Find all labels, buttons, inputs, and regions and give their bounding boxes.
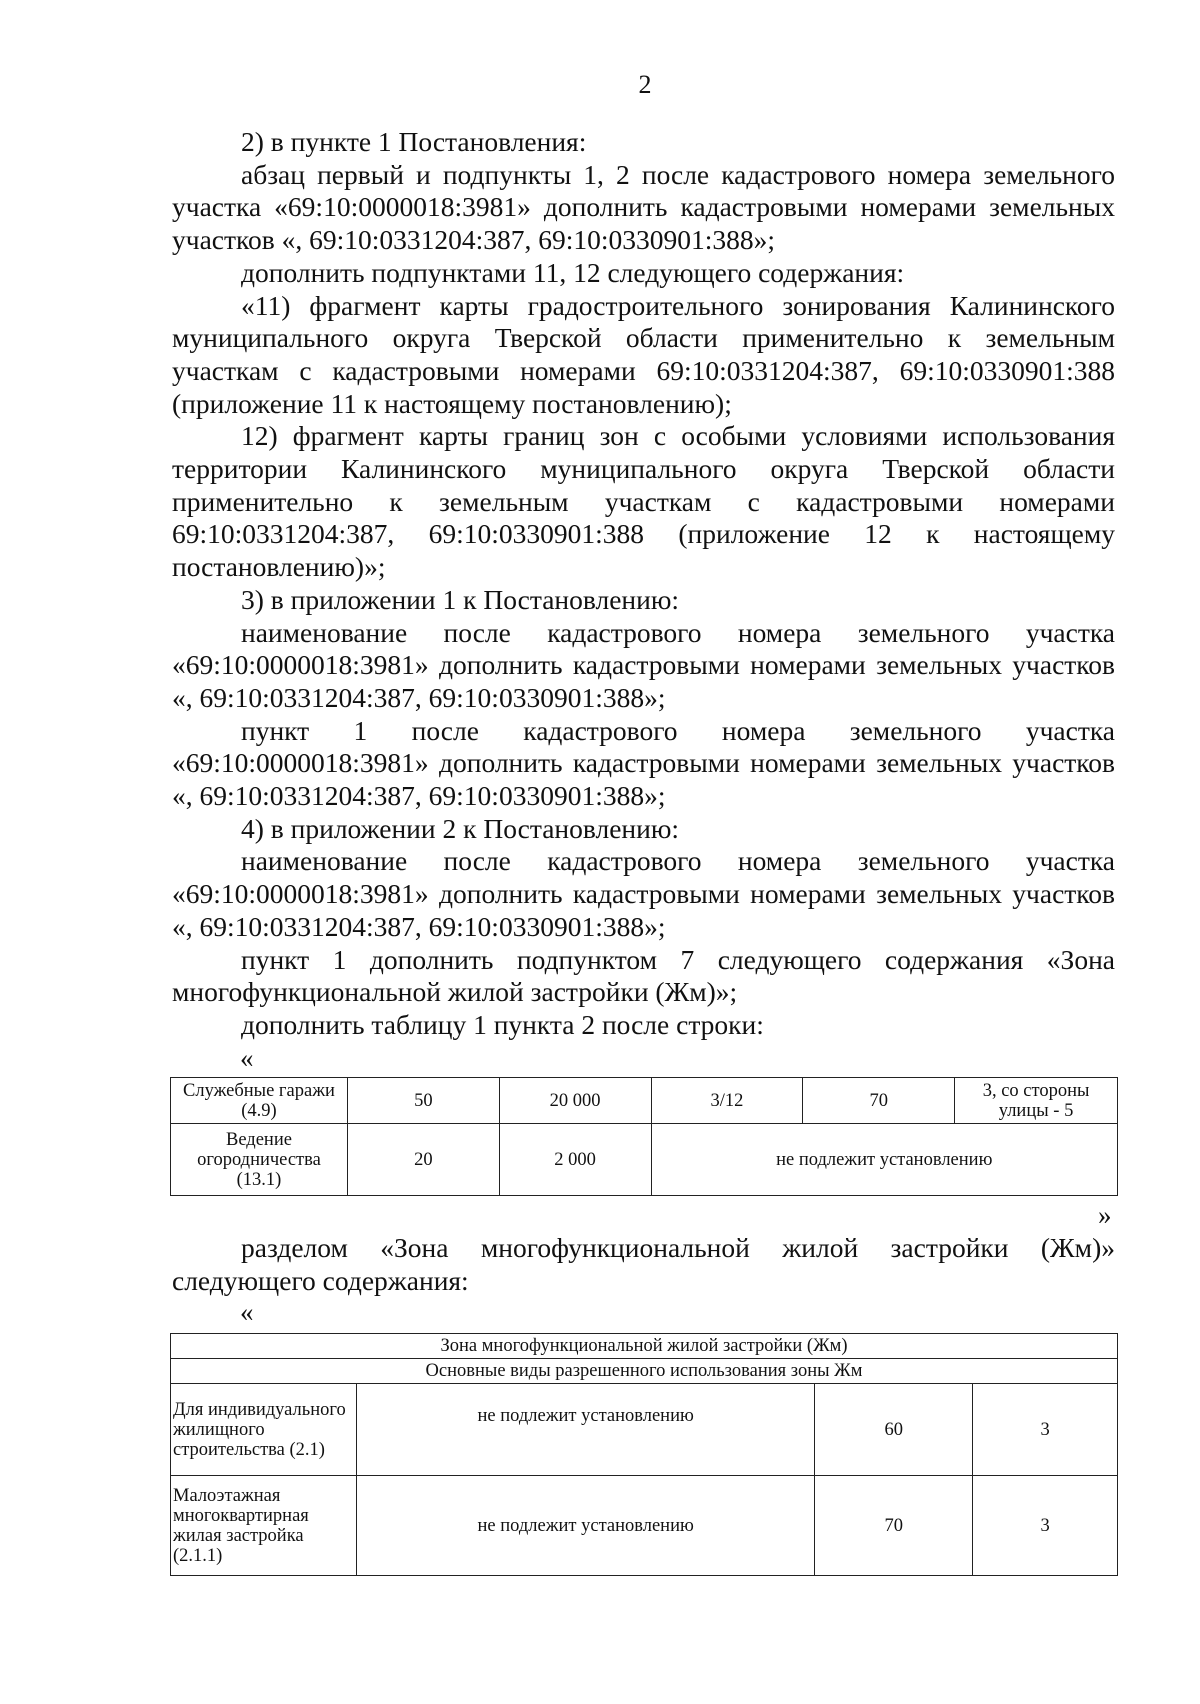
table-subtitle: Основные виды разрешенного использования зоны Жм bbox=[171, 1359, 1118, 1384]
table-cell: 20 bbox=[347, 1124, 499, 1196]
open-quote-1: « bbox=[240, 1043, 254, 1073]
table-cell: 3/12 bbox=[651, 1078, 803, 1124]
paragraph: наименование после кадастрового номера земельного участка «69:10:0000018:3981» дополнить кадастровыми номерами земельных участков «, 69:10:0331204:387, 69:10:0330901:388»; bbox=[172, 616, 1115, 713]
table-row bbox=[171, 1124, 1118, 1196]
table-cell: 20 000 bbox=[499, 1078, 651, 1124]
table-cell: Малоэтажная многоквартирная жилая застройка (2.1.1) bbox=[171, 1476, 357, 1576]
table-title: Зона многофункциональной жилой застройки (Жм) bbox=[171, 1334, 1118, 1359]
table-cell: 70 bbox=[803, 1078, 955, 1124]
table-cell: не подлежит установлению bbox=[651, 1124, 1118, 1196]
table-cell: Ведение огородничества (13.1) bbox=[171, 1124, 348, 1196]
table-cell: не подлежит установлению bbox=[356, 1384, 814, 1476]
page-number: 2 bbox=[638, 70, 652, 99]
table-cell: не подлежит установлению bbox=[356, 1476, 814, 1576]
table-cell: Для индивидуального жилищного строительства (2.1) bbox=[171, 1384, 357, 1476]
table-cell: 3 bbox=[973, 1384, 1118, 1476]
body-text bbox=[172, 126, 1115, 1042]
table-cell: 3, со стороны улицы - 5 bbox=[955, 1078, 1118, 1124]
table-row bbox=[171, 1334, 1118, 1359]
section-paragraph bbox=[172, 1232, 1115, 1297]
table-1 bbox=[170, 1077, 1118, 1196]
paragraph: абзац первый и подпункты 1, 2 после кадастрового номера земельного участка «69:10:0000018:3981» дополнить кадастровыми номерами земельных участков «, 69:10:0331204:387, 69:10:0330901:388»; bbox=[172, 158, 1115, 256]
paragraph: «11) фрагмент карты градостроительного зонирования Калининского муниципального округа Тверской области применительно к земельным участкам с кадастровыми номерами 69:10:0331204:387, 69:10:0330901:388 (приложение 11 к настоящему постановлению); bbox=[172, 289, 1115, 419]
table-cell: 3 bbox=[973, 1476, 1118, 1576]
paragraph: наименование после кадастрового номера земельного участка «69:10:0000018:3981» дополнить кадастровыми номерами земельных участков «, 69:10:0331204:387, 69:10:0330901:388»; bbox=[172, 845, 1115, 942]
paragraph: дополнить таблицу 1 пункта 2 после строки: bbox=[241, 1008, 764, 1040]
paragraph: 4) в приложении 2 к Постановлению: bbox=[241, 812, 680, 844]
table-2 bbox=[170, 1333, 1118, 1576]
table-row bbox=[171, 1476, 1118, 1576]
table-row bbox=[171, 1359, 1118, 1384]
table-row bbox=[171, 1384, 1118, 1476]
table-cell: 2 000 bbox=[499, 1124, 651, 1196]
table-cell: 50 bbox=[347, 1078, 499, 1124]
table-row bbox=[171, 1078, 1118, 1124]
paragraph: 12) фрагмент карты границ зон с особыми условиями использования территории Калининского муниципального округа Тверской области применительно к земельным участкам с кадастровыми номерами 69:10:0331204:387, 69:10:0330901:388 (приложение 12 к настоящему постановлению)»; bbox=[172, 420, 1115, 583]
paragraph: пункт 1 после кадастрового номера земельного участка «69:10:0000018:3981» дополнить кадастровыми номерами земельных участков «, 69:10:0331204:387, 69:10:0330901:388»; bbox=[172, 714, 1115, 812]
paragraph: разделом «Зона многофункциональной жилой застройки (Жм)» следующего содержания: bbox=[172, 1232, 1115, 1296]
table-cell: 70 bbox=[815, 1476, 973, 1576]
paragraph: 2) в пункте 1 Постановления: bbox=[241, 126, 587, 157]
paragraph: дополнить подпунктами 11, 12 следующего содержания: bbox=[241, 256, 905, 288]
paragraph: 3) в приложении 1 к Постановлению: bbox=[241, 583, 680, 615]
paragraph: пункт 1 дополнить подпунктом 7 следующего содержания «Зона многофункциональной жилой застройки (Жм)»; bbox=[172, 943, 1115, 1008]
table-cell: 60 bbox=[815, 1384, 973, 1476]
table-cell: Служебные гаражи (4.9) bbox=[171, 1078, 348, 1124]
open-quote-2: « bbox=[240, 1297, 254, 1327]
close-quote-1: » bbox=[1098, 1200, 1112, 1230]
